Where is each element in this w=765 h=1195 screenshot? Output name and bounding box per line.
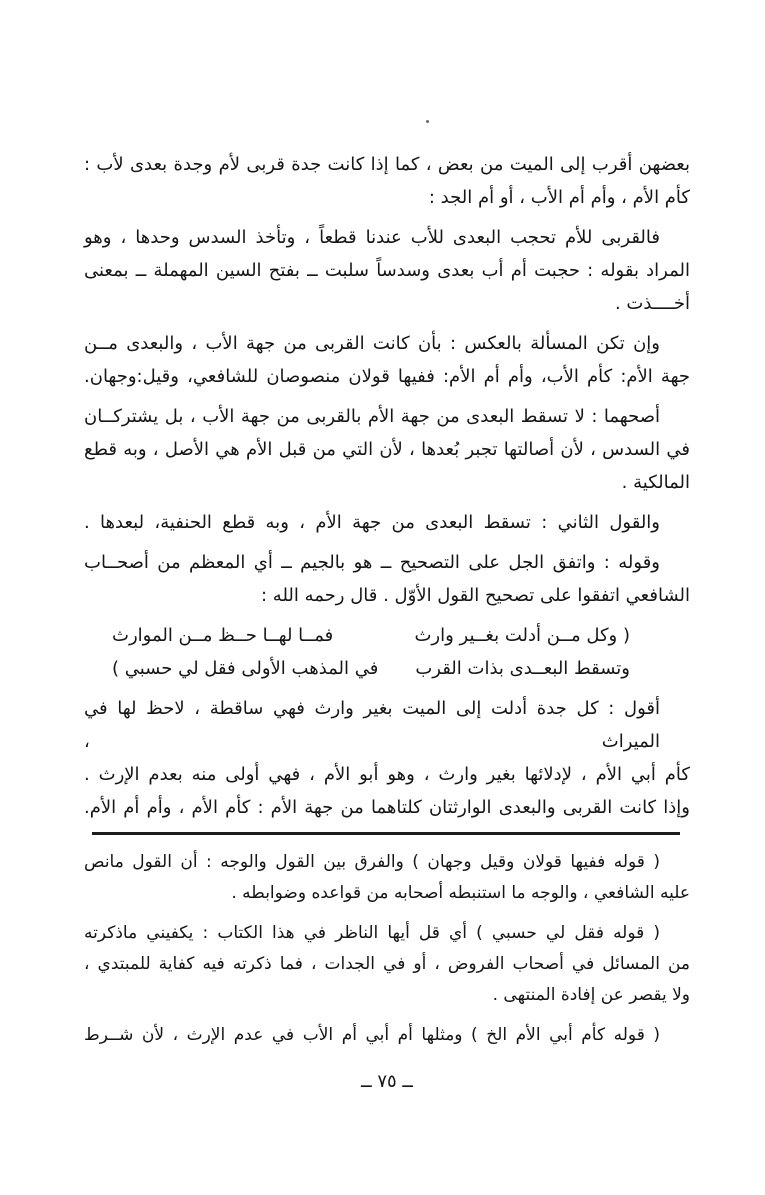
scan-speck	[426, 120, 429, 123]
poem-hemistich: في المذهب الأولى فقل لي حسبي )	[112, 658, 379, 679]
footnote-line: ولا يقصر عن إفادة المنتهى .	[492, 985, 690, 1005]
footnote-line: من المسائل في أصحاب الفروض ، أو في الجدات ، فما ذكرته فيه كفاية للمبتدي ،	[84, 954, 690, 974]
text-line: أقول : كل جدة أدلت إلى الميت بغير وارث فهي ساقطة ، لاحظ لها في الميراث ،	[84, 698, 660, 752]
text-line: المالكية .	[621, 472, 690, 493]
paragraph	[84, 148, 690, 214]
text-line: أصحهما : لا تسقط البعدى من جهة الأم بالقربى من جهة الأب ، بل يشتركــان	[84, 406, 660, 427]
text-line: في السدس ، لأن أصالتها تجبر بُعدها ، لأن التي من قبل الأم هي الأصل ، وبه قطع	[84, 439, 690, 460]
text-line: جهة الأم: كأم الأب، وأم أم الأم: ففيها قولان منصوصان للشافعي، وقيل:وجهان.	[84, 366, 690, 387]
text-line: وإذا كانت القربى والبعدى الوارثتان كلتاهما من جهة الأم : كأم الأم ، وأم أم الأم.	[84, 797, 690, 818]
footnote-line: ( قوله كأم أبي الأم الخ ) ومثلها أم أبي أم الأب في عدم الإرث ، لأن شــرط	[84, 1025, 660, 1045]
footnote	[84, 847, 690, 909]
text-line: وإن تكن المسألة بالعكس : بأن كانت القربى من جهة الأب ، والبعدى مــن	[84, 333, 660, 354]
footnote	[84, 1020, 690, 1051]
paragraph	[84, 546, 690, 612]
footnote-line: عليه الشافعي ، والوجه ما استنبطه أصحابه من قواعده وضوابطه .	[231, 883, 690, 903]
text-line: كأم الأم ، وأم أم الأب ، أو أم الجد :	[428, 187, 690, 208]
text-line: أخــــذت .	[614, 293, 690, 314]
poem-hemistich: فمــا لهــا حــظ مــن الموارث	[112, 625, 334, 646]
poem-verse	[112, 652, 630, 685]
footnote	[84, 918, 690, 1011]
poem-hemistich: ( وكل مــن أدلت بغــير وارث	[414, 625, 630, 646]
poem	[84, 619, 690, 685]
paragraph	[84, 327, 690, 393]
page-number: ــ ٧٥ ــ	[361, 1071, 413, 1092]
text-line: كأم أبي الأم ، لإدلائها بغير وارث ، وهو أبو الأم ، فهي أولى منه بعدم الإرث .	[84, 764, 690, 785]
text-line: والقول الثاني : تسقط البعدى من جهة الأم ، وبه قطع الحنفية، لبعدها .	[84, 512, 660, 533]
text-line: الشافعي اتفقوا على تصحيح القول الأوّل . قال رحمه الله :	[261, 585, 690, 606]
paragraph	[84, 692, 690, 824]
text-line: فالقربى للأم تحجب البعدى للأب عندنا قطعاً ، وتأخذ السدس وحدها ، وهو	[84, 227, 660, 248]
footnote-line: ( قوله فقل لي حسبي ) أي قل أيها الناظر في هذا الكتاب : يكفيني ماذكرته	[84, 923, 660, 943]
paragraph	[84, 221, 690, 320]
text-line: المراد بقوله : حجبت أم أب بعدى وسدساً سلبت ــ بفتح السين المهملة ــ بمعنى	[84, 260, 690, 281]
poem-verse	[112, 619, 630, 652]
footnotes	[84, 847, 690, 1051]
text-line: بعضهن أقرب إلى الميت من بعض ، كما إذا كانت جدة قربى لأم وجدة بعدى لأب :	[84, 154, 690, 175]
paragraph	[84, 400, 690, 499]
footnote-line: ( قوله ففيها قولان وقيل وجهان ) والفرق بين القول والوجه : أن القول مانص	[84, 852, 660, 872]
main-text	[84, 148, 690, 1095]
paragraph	[84, 506, 690, 539]
footnote-separator	[92, 832, 680, 835]
text-line: وقوله : واتفق الجل على التصحيح ــ هو بالجيم ــ أي المعظم من أصحــاب	[84, 552, 660, 573]
poem-hemistich: وتسقط البعــدى بذات القرب	[415, 658, 630, 679]
